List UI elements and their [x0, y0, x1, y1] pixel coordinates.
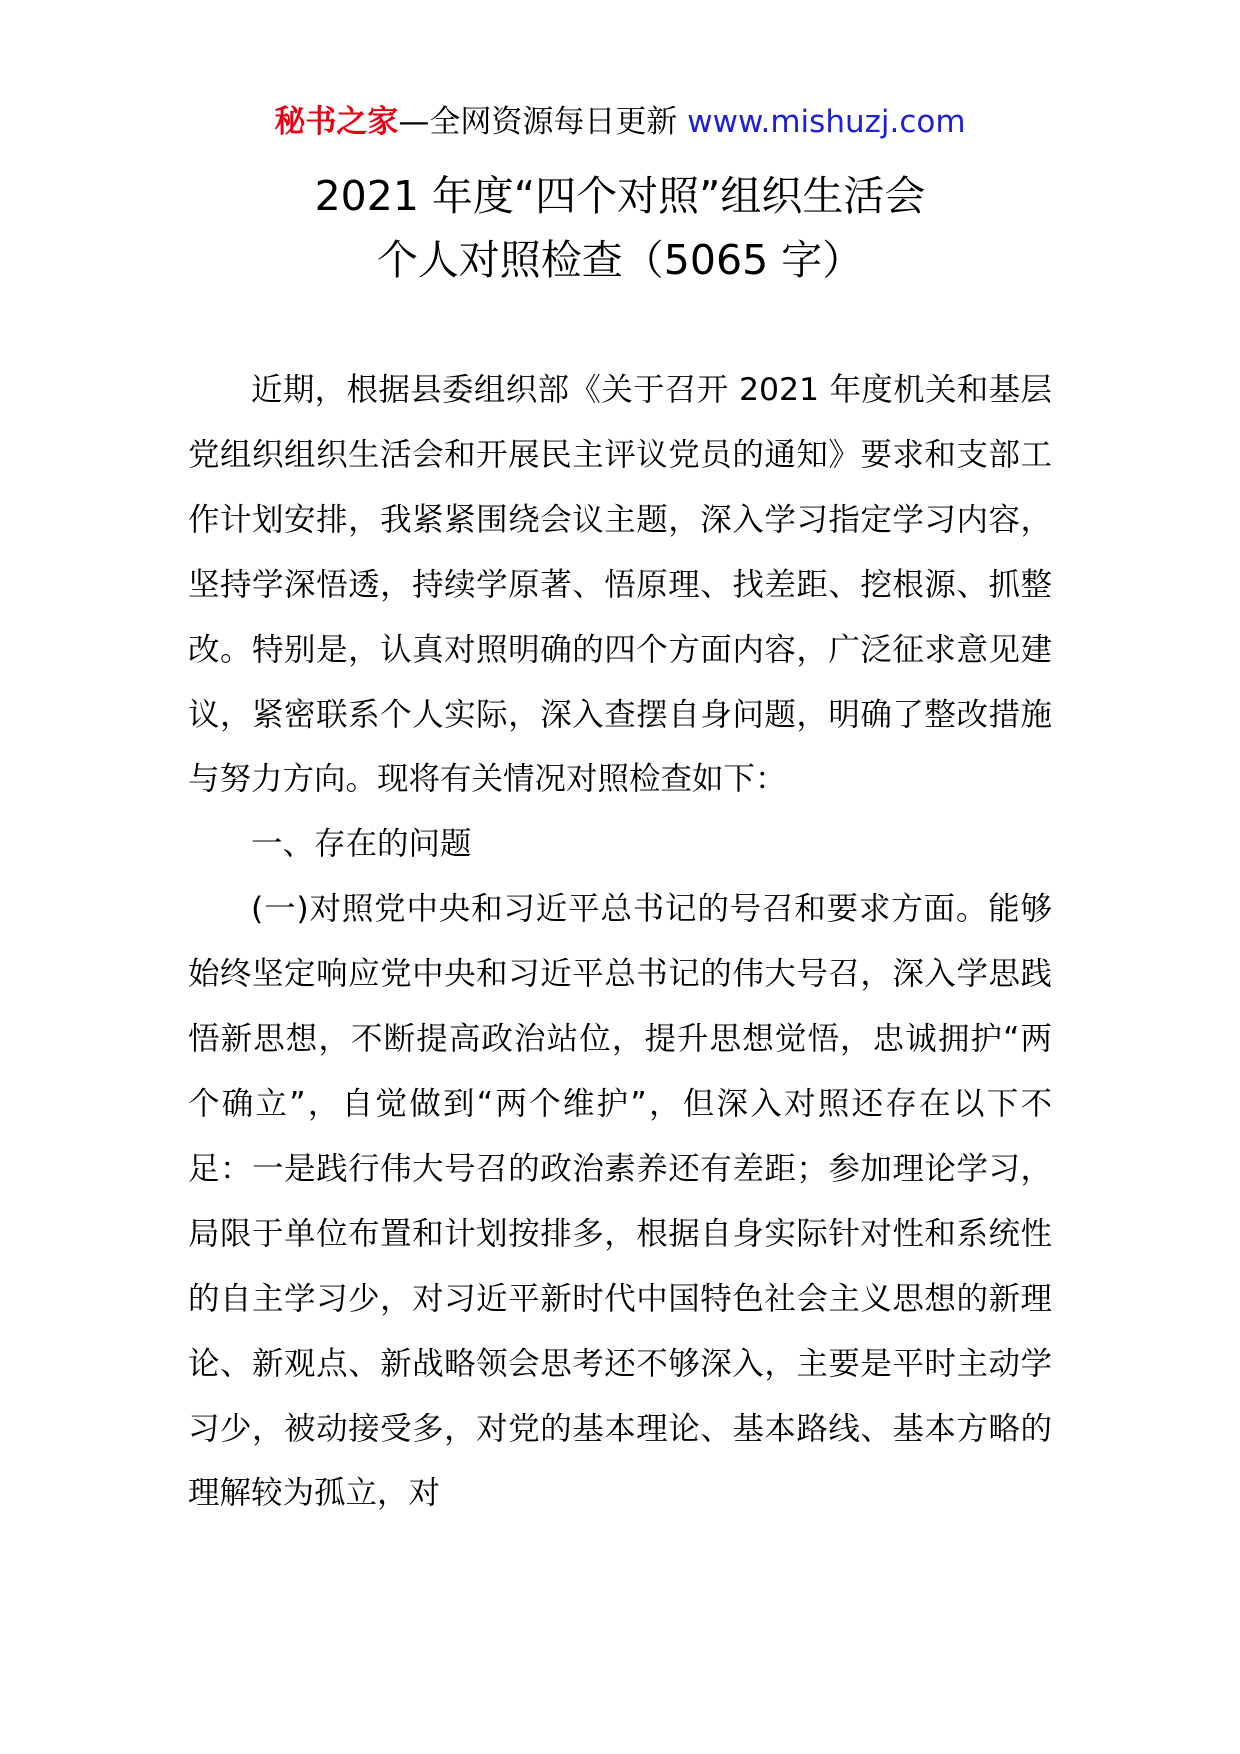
header-banner	[0, 100, 1240, 144]
document-body	[188, 358, 1052, 1526]
intro-paragraph: 近期，根据县委组织部《关于召开 2021 年度机关和基层党组织组织生活会和开展民主评议党员的通知》要求和支部工作计划安排，我紧紧围绕会议主题，深入学习指定学习内容，坚持学深悟透，持续学原著、悟原理、找差距、挖根源、抓整改。特别是，认真对照明确的四个方面内容，广泛征求意见建议，紧密联系个人实际，深入查摆自身问题，明确了整改措施与努力方向。现将有关情况对照检查如下：	[188, 372, 1052, 798]
section-paragraph: (一)对照党中央和习近平总书记的号召和要求方面。能够始终坚定响应党中央和习近平总书记的伟大号召，深入学思践悟新思想，不断提高政治站位，提升思想觉悟，忠诚拥护“两个确立”，自觉做到“两个维护”，但深入对照还存在以下不足：一是践行伟大号召的政治素养还有差距；参加理论学习，局限于单位布置和计划按排多，根据自身实际针对性和系统性的自主学习少，对习近平新时代中国特色社会主义思想的新理论、新观点、新战略领会思考还不够深入，主要是平时主动学习少，被动接受多，对党的基本理论、基本路线、基本方略的理解较为孤立，对	[188, 891, 1052, 1512]
brand-name: 秘书之家	[274, 104, 399, 140]
site-url-link[interactable]: www.mishuzj.com	[687, 104, 966, 140]
document-title-line-1: 2021 年度“四个对照”组织生活会	[314, 172, 926, 220]
document-title-line-2: 个人对照检查（5065 字）	[376, 236, 864, 284]
header-tagline: —全网资源每日更新	[398, 104, 688, 140]
section-heading: 一、存在的问题	[251, 826, 472, 863]
